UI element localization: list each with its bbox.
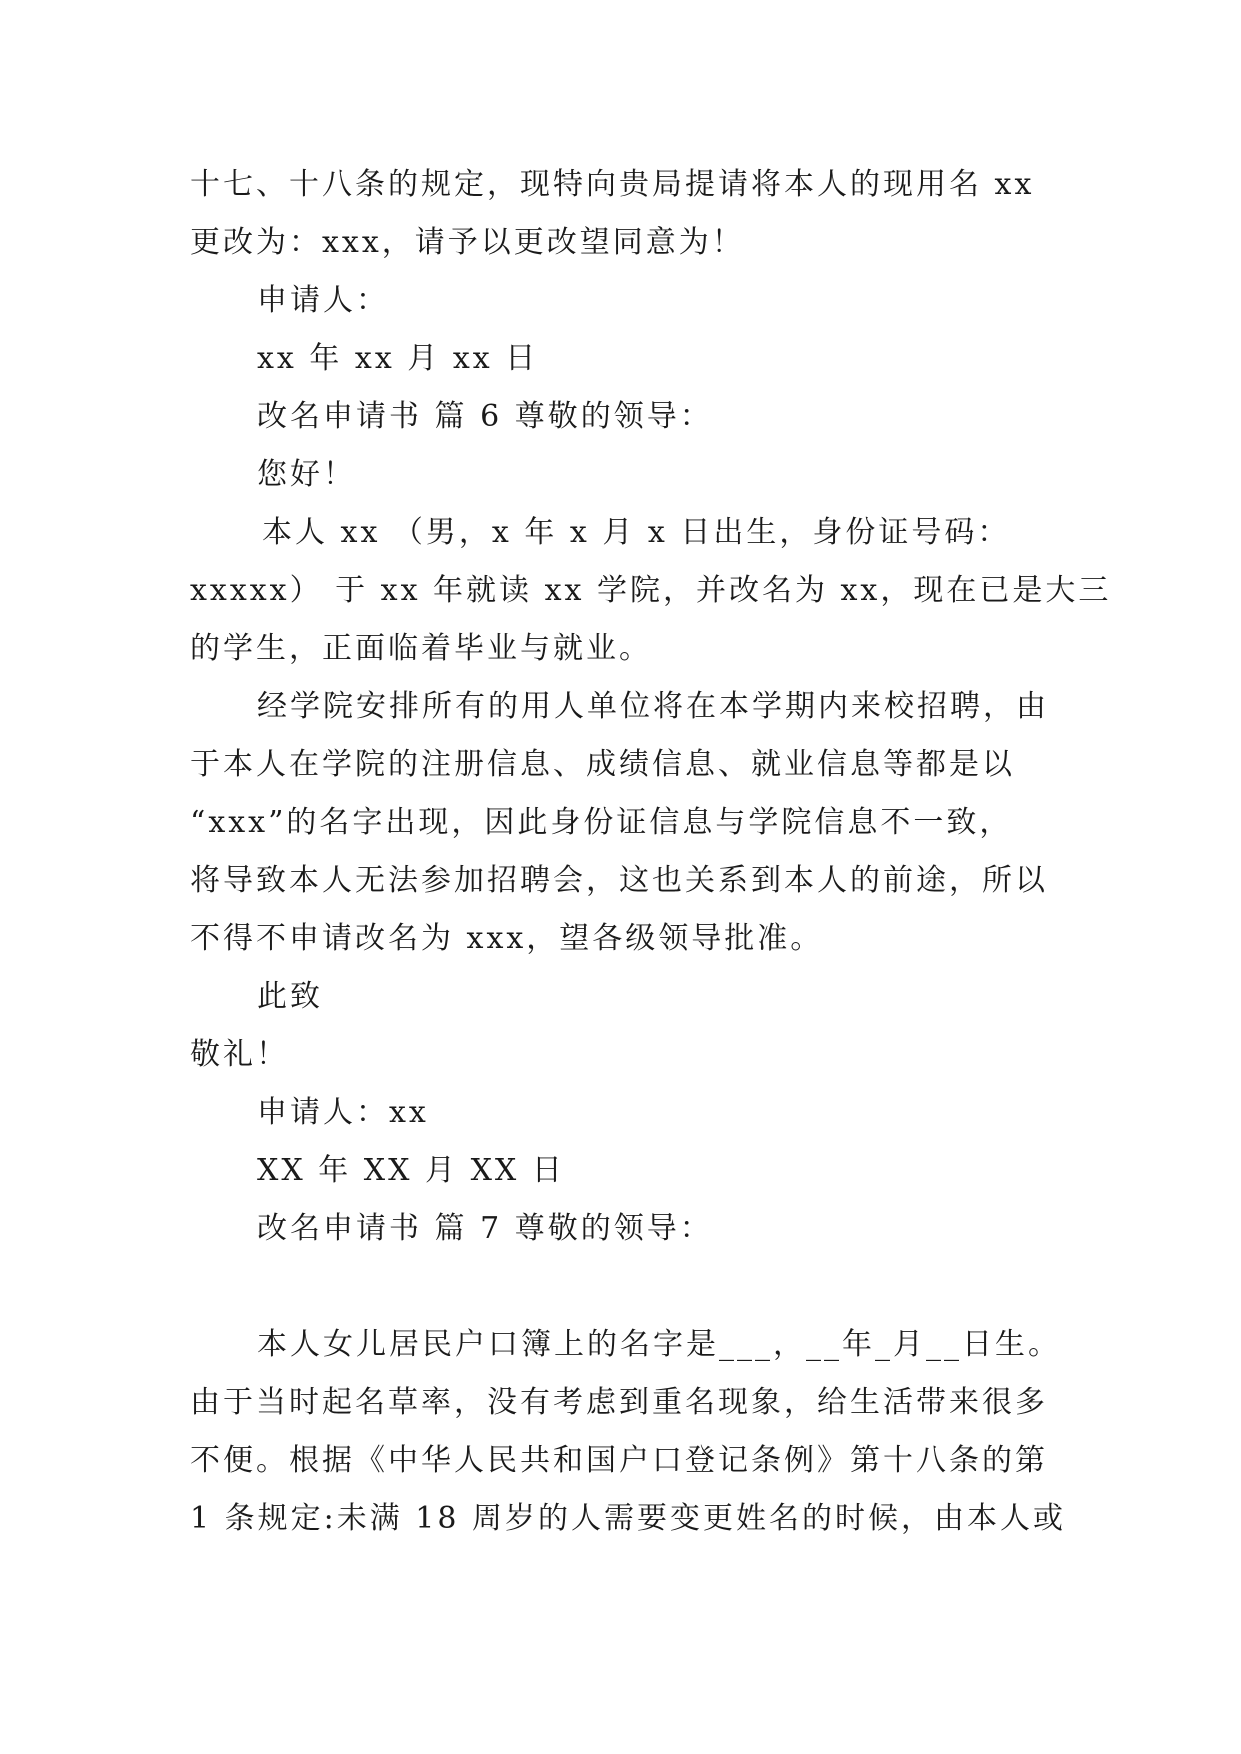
date-line: XX 年 XX 月 XX 日: [257, 1153, 565, 1188]
text-line: 更改为：xxx，请予以更改望同意为！: [190, 225, 745, 260]
text-line: 的学生，正面临着毕业与就业。: [190, 631, 652, 666]
applicant-signature: 申请人：xx: [257, 1095, 429, 1130]
text-line: 1 条规定:未满 18 周岁的人需要变更姓名的时候，由本人或: [190, 1501, 1066, 1536]
text-line: xxxxx） 于 xx 年就读 xx 学院，并改名为 xx，现在已是大三: [190, 573, 1112, 608]
text-line: 由于当时起名草率，没有考虑到重名现象，给生活带来很多: [190, 1385, 1048, 1420]
text-line: 本人 xx （男，x 年 x 月 x 日出生，身份证号码：: [262, 515, 1011, 550]
text-line: 本人女儿居民户口簿上的名字是___，__年_月__日生。: [257, 1327, 1061, 1362]
text-line: 经学院安排所有的用人单位将在本学期内来校招聘，由: [257, 689, 1049, 724]
text-line: 将导致本人无法参加招聘会，这也关系到本人的前途，所以: [190, 863, 1048, 898]
date-line: xx 年 xx 月 xx 日: [257, 341, 539, 376]
greeting: 您好！: [257, 457, 356, 492]
section-heading: 改名申请书 篇 6 尊敬的领导：: [257, 399, 713, 434]
text-line: “xxx”的名字出现，因此身份证信息与学院信息不一致，: [190, 805, 1013, 840]
text-line: 不得不申请改名为 xxx，望各级领导批准。: [190, 921, 824, 956]
section-heading: 改名申请书 篇 7 尊敬的领导：: [257, 1211, 713, 1246]
applicant-label: 申请人：: [257, 283, 389, 318]
text-line: 不便。根据《中华人民共和国户口登记条例》第十八条的第: [190, 1443, 1048, 1478]
closing: 此致: [257, 979, 323, 1014]
text-line: 于本人在学院的注册信息、成绩信息、就业信息等都是以: [190, 747, 1015, 782]
text-line: 十七、十八条的规定，现特向贵局提请将本人的现用名 xx: [190, 167, 1035, 202]
salutation: 敬礼！: [190, 1037, 289, 1072]
